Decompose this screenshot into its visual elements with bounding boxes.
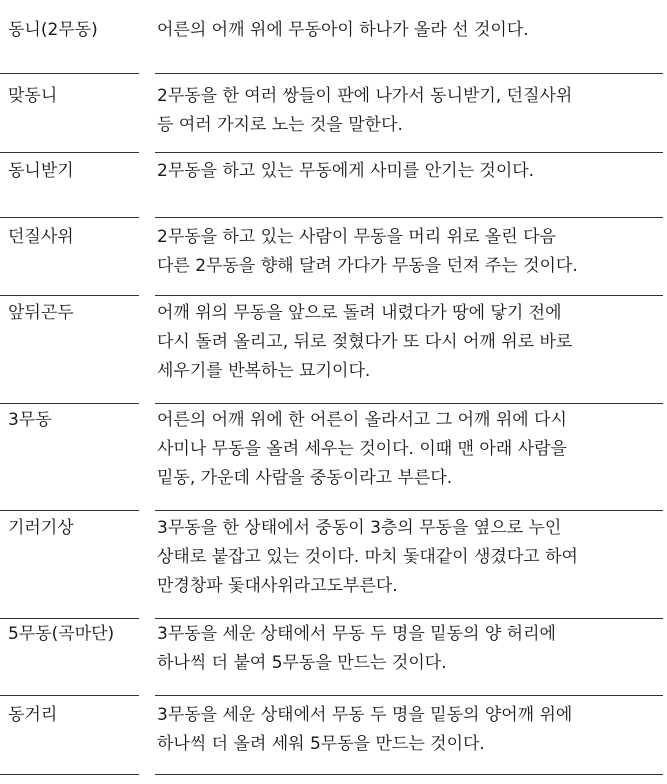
table-row — [0, 218, 667, 296]
description-cell: 2무동을 한 여러 쌍들이 판에 나가서 동니받기, 던질사위 등 여러 가지로 노는 것을 말한다. — [157, 86, 573, 135]
description-cell: 어른의 어깨 위에 한 어른이 올라서고 그 어깨 위에 다시 사미나 무동을 올려 세우는 것이다. 이때 맨 아래 사람을 밑동, 가운데 사람을 중동이라고 부른다. — [157, 410, 567, 488]
row-divider-left — [0, 774, 139, 775]
description-cell: 2무동을 하고 있는 사람이 무동을 머리 위로 올린 다음 다른 2무동을 향해 달려 가다가 무동을 던져 주는 것이다. — [157, 227, 578, 276]
table-row — [0, 619, 667, 696]
term-cell: 3무동 — [8, 410, 52, 430]
table-row — [0, 153, 667, 218]
description-cell: 2무동을 하고 있는 무동에게 사미를 안기는 것이다. — [157, 161, 535, 181]
table-row — [0, 511, 667, 619]
description-cell: 3무동을 세운 상태에서 무동 두 명을 밑동의 양어깨 위에 하나씩 더 올려 세워 5무동을 만드는 것이다. — [157, 705, 573, 754]
table-row — [0, 74, 667, 153]
table-row — [0, 696, 667, 776]
description-cell: 3무동을 세운 상태에서 무동 두 명을 밑동의 양 허리에 하나씩 더 붙여 5무동을 만드는 것이다. — [157, 624, 556, 673]
term-cell: 동니(2무동) — [8, 20, 98, 40]
term-cell: 앞뒤곤두 — [8, 303, 74, 323]
term-cell: 기러기상 — [8, 518, 74, 538]
description-cell: 3무동을 한 상태에서 중동이 3층의 무동을 옆으로 누인 상태로 붙잡고 있는 것이다. 마치 돛대같이 생겼다고 하여 만경창파 돛대사위라고도부른다. — [157, 518, 578, 596]
description-cell: 어깨 위의 무동을 앞으로 돌려 내렸다가 땅에 닿기 전에 다시 돌려 올리고, 뒤로 젖혔다가 또 다시 어깨 위로 바로 세우기를 반복하는 묘기이다. — [157, 303, 573, 381]
term-cell: 동거리 — [8, 705, 58, 725]
description-cell: 어른의 어깨 위에 무동아이 하나가 올라 선 것이다. — [157, 20, 529, 40]
term-cell: 동니받기 — [8, 161, 74, 181]
table-row — [0, 404, 667, 511]
term-cell: 5무동(곡마단) — [8, 624, 115, 644]
row-divider-right — [155, 774, 663, 775]
term-cell: 던질사위 — [8, 227, 74, 247]
table-row — [0, 0, 667, 74]
term-cell: 맞동니 — [8, 86, 58, 106]
table-row — [0, 296, 667, 404]
